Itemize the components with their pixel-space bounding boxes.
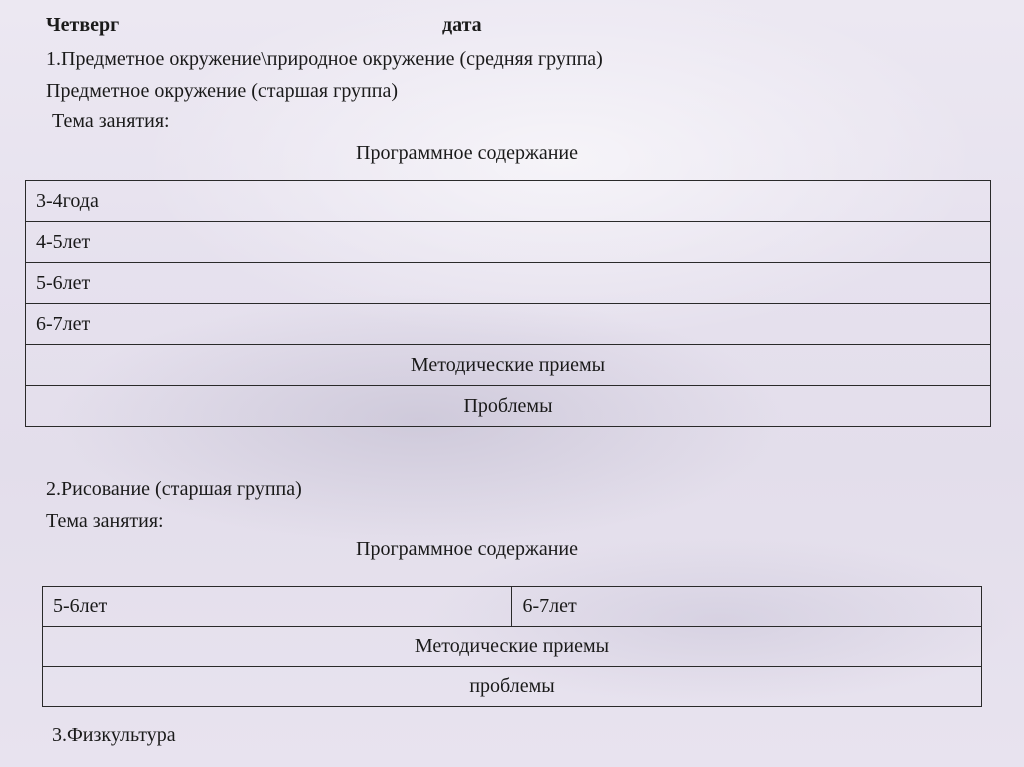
section2-topic-label: Тема занятия: xyxy=(46,510,164,532)
table-row xyxy=(26,345,991,386)
table-row xyxy=(26,263,991,304)
table-row xyxy=(43,667,982,707)
problems-cell: Проблемы xyxy=(26,386,991,427)
methods-cell: Методические приемы xyxy=(43,627,982,667)
section1-subtitle: Предметное окружение (старшая группа) xyxy=(46,80,398,102)
date-heading: дата xyxy=(442,14,482,36)
section2-table xyxy=(42,586,982,707)
problems-cell: проблемы xyxy=(43,667,982,707)
day-heading: Четверг xyxy=(46,14,120,36)
section1-program-heading: Программное содержание xyxy=(356,142,578,164)
age-row-cell: 5-6лет xyxy=(26,263,991,304)
section3-title: 3.Физкультура xyxy=(52,724,176,746)
table-row xyxy=(43,587,982,627)
age-row-cell: 6-7лет xyxy=(26,304,991,345)
table-row xyxy=(43,627,982,667)
table-row xyxy=(26,386,991,427)
section2-title: 2.Рисование (старшая группа) xyxy=(46,478,302,500)
age-right-cell: 6-7лет xyxy=(512,587,982,627)
section1-topic-label: Тема занятия: xyxy=(52,110,170,132)
section1-table xyxy=(25,180,991,427)
section2-program-heading: Программное содержание xyxy=(356,538,578,560)
section1-title: 1.Предметное окружение\природное окружение (средняя группа) xyxy=(46,48,603,70)
table-row xyxy=(26,304,991,345)
age-row-cell: 3-4года xyxy=(26,181,991,222)
age-row-cell: 4-5лет xyxy=(26,222,991,263)
methods-cell: Методические приемы xyxy=(26,345,991,386)
age-left-cell: 5-6лет xyxy=(43,587,512,627)
table-row xyxy=(26,222,991,263)
table-row xyxy=(26,181,991,222)
